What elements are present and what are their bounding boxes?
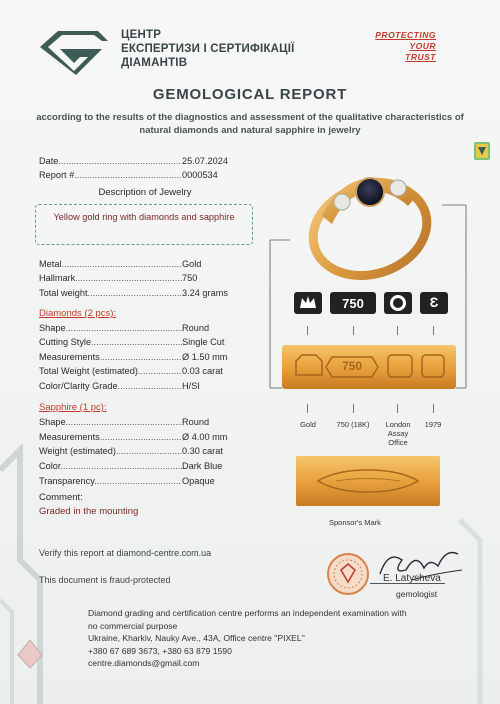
hallmark-row: Hallmark ..... 750 <box>39 272 254 285</box>
sponsor-mark-label: Sponsor's Mark <box>329 518 381 527</box>
hallmark-label-gold: Gold <box>300 420 316 429</box>
hallmark-label-fineness: 750 (18K) <box>336 420 370 429</box>
organization-name: ЦЕНТР ЕКСПЕРТИЗИ І СЕРТИФІКАЦІЇ ДІАМАНТІВ <box>121 29 295 69</box>
footer-line-2: Ukraine, Kharkiv, Nauky Ave., 43A, Office centre "PIXEL" <box>88 633 305 643</box>
diamonds-heading: Diamonds (2 pcs): <box>39 308 117 319</box>
sapphire-weight-row: Weight (estimated) ..... 0.30 carat <box>39 445 254 458</box>
hologram-icon <box>474 142 490 160</box>
date-row: Date ..... 25.07.2024 <box>39 155 254 168</box>
sapphire-transparency-row: Transparency ..... Opaque <box>39 475 254 488</box>
hallmark-tick <box>353 326 354 335</box>
sapphire-color-row: Color ..... Dark Blue <box>39 460 254 473</box>
hallmark-tick <box>397 404 398 413</box>
total-weight-row: Total weight ..... 3.24 grams <box>39 287 254 300</box>
description-box: Yellow gold ring with diamonds and sapphire <box>35 204 253 245</box>
ring-photo <box>300 158 438 280</box>
stamp-year-letter: Ɛ <box>429 294 439 310</box>
stamp-750: 750 <box>342 296 364 311</box>
comment-text: Graded in the mounting <box>39 506 139 517</box>
hallmark-tick <box>433 326 434 335</box>
hallmark-tick <box>397 326 398 335</box>
verify-text: Verify this report at diamond-centre.com.ua <box>39 548 212 558</box>
hallmark-tick <box>307 404 308 413</box>
hallmark-tick <box>307 326 308 335</box>
hallmark-photo-750: 750 <box>341 359 363 373</box>
company-logo <box>36 27 114 77</box>
footer <box>88 607 408 670</box>
description-heading: Description of Jewelry <box>98 187 192 198</box>
sapphire-shape-row: Shape ..... Round <box>39 416 254 429</box>
slogan: PROTECTING YOUR TRUST <box>375 30 436 62</box>
diamond-shape-row: Shape ..... Round <box>39 322 254 335</box>
hallmark-tick <box>353 404 354 413</box>
sapphire-heading: Sapphire (1 pc): <box>39 402 107 413</box>
diamond-cut-row: Cutting Style ..... Single Cut <box>39 336 254 349</box>
diamond-color-row: Color/Clarity Grade ..... H/SI <box>39 380 254 393</box>
hallmark-label-office: London Assay Office <box>385 420 411 447</box>
signer-name: E. Latysheva <box>383 573 441 584</box>
diamond-measurements-row: Measurements ..... Ø 1.50 mm <box>39 351 254 364</box>
fraud-protection-text: This document is fraud-protected <box>39 575 171 585</box>
footer-line-3: +380 67 689 3673, +380 63 879 1590 <box>88 645 232 656</box>
report-subtitle: according to the results of the diagnostics and assessment of the qualitative characteristics of natural diamonds and natural sapphire in jewelry <box>36 112 464 136</box>
report-title: GEMOLOGICAL REPORT <box>152 86 348 103</box>
comment-label: Comment: <box>39 492 83 503</box>
seal-icon <box>326 552 370 596</box>
metal-row: Metal ..... Gold <box>39 258 254 271</box>
diamond-weight-row: Total Weight (estimated) ..... 0.03 carat <box>39 365 254 378</box>
hallmark-tick <box>433 404 434 413</box>
footer-line-1: Diamond grading and certification centre performs an independent examination with no commercial purpose <box>88 608 407 631</box>
report-number-row: Report # ..... 0000534 <box>39 169 254 182</box>
sponsor-mark-photo <box>296 456 440 506</box>
hallmark-label-year: 1979 <box>424 420 442 429</box>
footer-line-4: centre.diamonds@gmail.com <box>88 658 200 668</box>
verify-link[interactable]: diamond-centre.com.ua <box>116 548 212 558</box>
sapphire-measurements-row: Measurements ..... Ø 4.00 mm <box>39 431 254 444</box>
signer-role: gemologist <box>396 589 438 599</box>
